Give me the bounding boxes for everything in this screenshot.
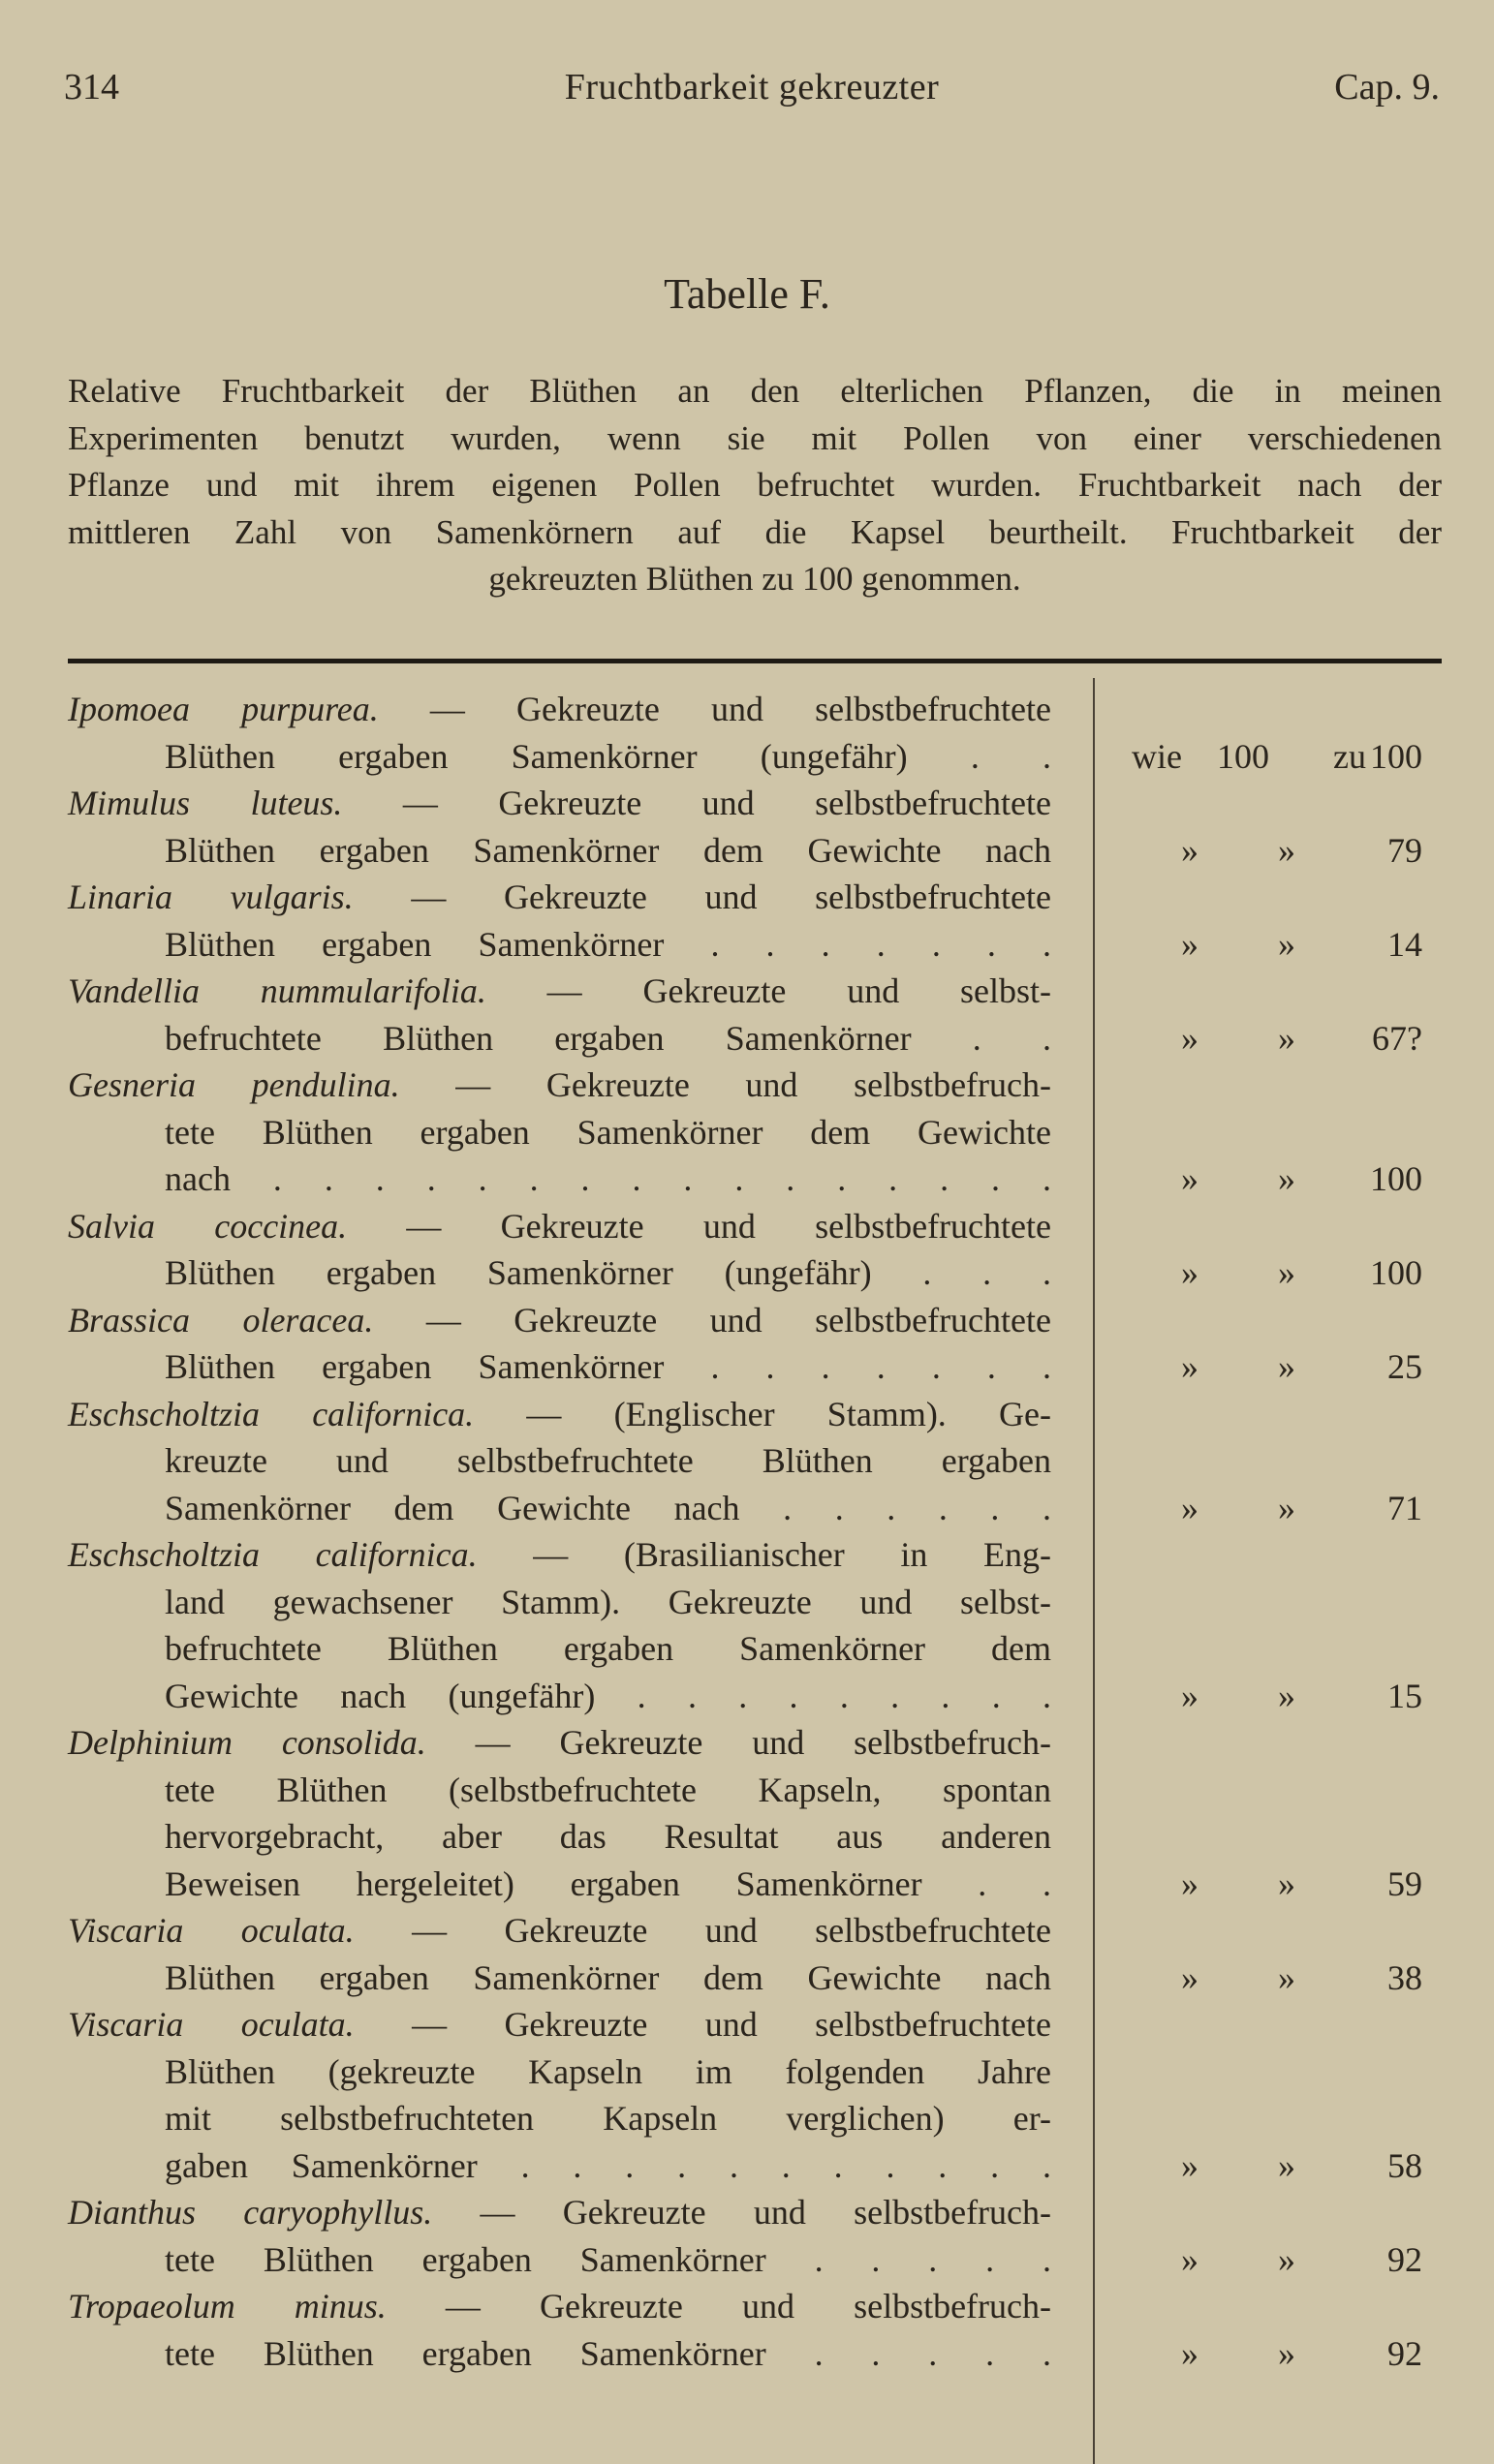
row-description: [68, 1203, 1051, 1297]
table-row: [68, 2001, 1442, 2189]
description-text: — Gekreuzte und selbstbefruchtete: [412, 2005, 1051, 2044]
chapter-label: Cap. 9.: [1334, 67, 1440, 108]
caption-line: Experimenten benutzt wurden, wenn sie mit Pollen von einer verschiedenen: [68, 418, 1442, 457]
description-line: Blüthen ergaben Samenkörner dem Gewichte nach: [165, 1957, 1051, 1997]
description-line: mit selbstbefruchteten Kapseln verglichen) er-: [165, 2099, 1051, 2138]
ratio-crossed-value: 100: [1217, 736, 1269, 776]
ratio-cell: [1132, 1485, 1442, 1532]
ratio-self-value: 92: [1387, 2333, 1422, 2373]
running-title: Fruchtbarkeit gekreuzter: [564, 67, 940, 108]
table-row: [68, 1531, 1442, 1719]
row-description: [68, 2283, 1051, 2377]
ratio-cell: [1132, 1155, 1442, 1203]
caption-line: Relative Fruchtbarkeit der Blüthen an den elterlichen Pflanzen, die in meinen: [68, 372, 1442, 410]
description-text: — Gekreuzte und selbstbefruchtete: [429, 690, 1051, 728]
description-line: Blüthen ergaben Samenkörner dem Gewichte nach: [165, 830, 1051, 870]
ratio-self-value: 67?: [1372, 1018, 1422, 1058]
ratio-cell: [1132, 1861, 1442, 1908]
table-row: [68, 1062, 1442, 1203]
ratio-cell: [1132, 1343, 1442, 1391]
caption-line: mittleren Zahl von Samenkörnern auf die Kapsel beurtheilt. Fruchtbarkeit der: [68, 512, 1442, 551]
species-name: Ipomoea purpurea.: [68, 690, 379, 728]
description-line: [68, 2189, 1051, 2236]
ratio-self-value: 100: [1370, 736, 1422, 776]
ratio-connector: »: [1278, 2239, 1295, 2279]
row-description: [68, 968, 1051, 1062]
ratio-connector: »: [1278, 1018, 1295, 1058]
table-body: [68, 686, 1442, 2377]
description-line: [68, 1907, 1051, 1955]
ratio-cell: [1132, 1249, 1442, 1297]
description-text: — Gekreuzte und selbstbefruchtete: [412, 1911, 1051, 1950]
ratio-cell: [1132, 733, 1442, 781]
table-top-rule: [68, 659, 1442, 663]
description-line: [68, 1531, 1051, 1579]
description-text: — Gekreuzte und selbst-: [546, 971, 1052, 1010]
description-line: Beweisen hergeleitet) ergaben Samenkörner . .: [165, 1863, 1051, 1903]
description-text: — (Brasilianischer in Eng-: [533, 1535, 1051, 1574]
page-header: [64, 66, 1440, 124]
description-line: befruchtete Blüthen ergaben Samenkörner dem: [165, 1629, 1051, 1668]
ratio-connector: »: [1278, 2145, 1295, 2185]
ratio-connector: »: [1278, 1488, 1295, 1527]
species-name: Dianthus caryophyllus.: [68, 2193, 433, 2232]
ratio-connector: »: [1278, 1957, 1295, 1997]
table-row: [68, 1297, 1442, 1391]
table-row: [68, 968, 1442, 1062]
caption-line: gekreuzten Blüthen zu 100 genommen.: [488, 560, 1021, 599]
description-line: tete Blüthen (selbstbefruchtete Kapseln, spontan: [165, 1770, 1051, 1809]
description-text: — Gekreuzte und selbstbefruchtete: [411, 878, 1051, 916]
ratio-connector: »: [1278, 1347, 1295, 1386]
description-line: Gewichte nach (ungefähr) . . . . . . . . .: [165, 1676, 1051, 1715]
table-row: [68, 1719, 1442, 1907]
ratio-prefix: »: [1181, 1488, 1198, 1527]
ratio-connector: »: [1278, 1863, 1295, 1903]
row-description: [68, 1719, 1051, 1907]
species-name: Viscaria oculata.: [68, 1911, 355, 1950]
description-text: — Gekreuzte und selbstbefruchtete: [425, 1300, 1051, 1340]
species-name: Brassica oleracea.: [68, 1300, 374, 1340]
ratio-self-value: 100: [1370, 1159, 1422, 1198]
ratio-cell: [1132, 1673, 1442, 1720]
ratio-prefix: wie: [1132, 736, 1182, 776]
species-name: Mimulus luteus.: [68, 784, 343, 822]
table-caption: [68, 368, 1442, 603]
description-line: [68, 1719, 1051, 1767]
table-row: [68, 780, 1442, 874]
ratio-prefix: »: [1181, 2333, 1198, 2373]
description-line: [68, 1062, 1051, 1109]
species-name: Tropaeolum minus.: [68, 2287, 387, 2325]
ratio-prefix: »: [1181, 830, 1198, 870]
ratio-self-value: 14: [1387, 924, 1422, 964]
species-name: Gesneria pendulina.: [68, 1065, 400, 1104]
description-text: — Gekreuzte und selbstbefruchtete: [406, 1206, 1051, 1246]
ratio-cell: [1132, 1015, 1442, 1063]
description-line: [68, 2001, 1051, 2048]
description-line: Samenkörner dem Gewichte nach . . . . . .: [165, 1488, 1051, 1527]
species-name: Eschscholtzia californica.: [68, 1535, 478, 1574]
ratio-cell: [1132, 2142, 1442, 2190]
species-name: Vandellia nummularifolia.: [68, 971, 486, 1010]
description-line: tete Blüthen ergaben Samenkörner . . . . .: [165, 2239, 1051, 2279]
table-row: [68, 1907, 1442, 2001]
description-line: nach . . . . . . . . . . . . . . . .: [165, 1159, 1051, 1198]
description-line: kreuzte und selbstbefruchtete Blüthen ergaben: [165, 1441, 1051, 1480]
description-line: Blüthen ergaben Samenkörner (ungefähr) . .: [165, 736, 1051, 776]
row-description: [68, 1062, 1051, 1203]
table-row: [68, 874, 1442, 968]
row-description: [68, 1297, 1051, 1391]
row-description: [68, 1531, 1051, 1719]
ratio-cell: [1132, 827, 1442, 875]
ratio-prefix: »: [1181, 924, 1198, 964]
ratio-cell: [1132, 921, 1442, 969]
row-description: [68, 2189, 1051, 2283]
row-description: [68, 686, 1051, 780]
table-row: [68, 1391, 1442, 1532]
description-line: land gewachsener Stamm). Gekreuzte und selbst-: [165, 1582, 1051, 1621]
description-line: hervorgebracht, aber das Resultat aus anderen: [165, 1817, 1051, 1856]
species-name: Viscaria oculata.: [68, 2005, 355, 2044]
description-line: [68, 1391, 1051, 1438]
species-name: Salvia coccinea.: [68, 1206, 348, 1246]
ratio-connector: »: [1278, 1676, 1295, 1715]
ratio-prefix: »: [1181, 1863, 1198, 1903]
ratio-cell: [1132, 1955, 1442, 2002]
description-line: Blüthen (gekreuzte Kapseln im folgenden Jahre: [165, 2051, 1051, 2091]
description-line: Blüthen ergaben Samenkörner . . . . . . .: [165, 1347, 1051, 1386]
ratio-prefix: »: [1181, 2239, 1198, 2279]
description-line: Blüthen ergaben Samenkörner . . . . . . .: [165, 924, 1051, 964]
table-row: [68, 2189, 1442, 2283]
ratio-prefix: »: [1181, 1957, 1198, 1997]
description-text: — Gekreuzte und selbstbefruch-: [445, 2287, 1051, 2325]
description-line: gaben Samenkörner . . . . . . . . . . .: [165, 2145, 1051, 2185]
description-line: [68, 686, 1051, 733]
table-row: [68, 2283, 1442, 2377]
description-line: [68, 874, 1051, 921]
ratio-prefix: »: [1181, 1676, 1198, 1715]
ratio-connector: zu: [1333, 736, 1366, 776]
species-name: Linaria vulgaris.: [68, 878, 354, 916]
description-line: [68, 968, 1051, 1015]
ratio-prefix: »: [1181, 1347, 1198, 1386]
description-text: — Gekreuzte und selbstbefruch-: [480, 2193, 1052, 2232]
description-line: [68, 1297, 1051, 1344]
ratio-prefix: »: [1181, 1018, 1198, 1058]
description-text: — Gekreuzte und selbstbefruch-: [475, 1723, 1051, 1762]
ratio-prefix: »: [1181, 1159, 1198, 1198]
ratio-connector: »: [1278, 830, 1295, 870]
description-line: befruchtete Blüthen ergaben Samenkörner . .: [165, 1018, 1051, 1058]
ratio-self-value: 71: [1387, 1488, 1422, 1527]
description-line: [68, 1203, 1051, 1250]
ratio-connector: »: [1278, 2333, 1295, 2373]
description-line: [68, 780, 1051, 827]
ratio-self-value: 100: [1370, 1253, 1422, 1292]
description-line: Blüthen ergaben Samenkörner (ungefähr) . . .: [165, 1253, 1051, 1292]
ratio-connector: »: [1278, 924, 1295, 964]
ratio-connector: »: [1278, 1159, 1295, 1198]
caption-line: Pflanze und mit ihrem eigenen Pollen befruchtet wurden. Fruchtbarkeit nach der: [68, 466, 1442, 505]
table-row: [68, 686, 1442, 780]
row-description: [68, 874, 1051, 968]
description-text: — Gekreuzte und selbstbefruch-: [455, 1065, 1051, 1104]
row-description: [68, 1391, 1051, 1532]
table-title: Tabelle F.: [664, 270, 830, 318]
description-text: — (Englischer Stamm). Ge-: [526, 1394, 1051, 1433]
ratio-self-value: 79: [1387, 830, 1422, 870]
ratio-cell: [1132, 2330, 1442, 2378]
species-name: Delphinium consolida.: [68, 1723, 426, 1762]
ratio-self-value: 58: [1387, 2145, 1422, 2185]
ratio-crossed-wrap: [1217, 733, 1269, 781]
ratio-prefix: »: [1181, 2145, 1198, 2185]
ratio-prefix: »: [1181, 1253, 1198, 1292]
description-line: tete Blüthen ergaben Samenkörner dem Gewichte: [165, 1112, 1051, 1152]
row-description: [68, 2001, 1051, 2189]
description-text: — Gekreuzte und selbstbefruchtete: [402, 784, 1051, 822]
description-line: tete Blüthen ergaben Samenkörner . . . . .: [165, 2333, 1051, 2373]
page-number: 314: [64, 67, 119, 108]
species-name: Eschscholtzia californica.: [68, 1394, 475, 1433]
table-row: [68, 1203, 1442, 1297]
ratio-self-value: 25: [1387, 1347, 1422, 1386]
row-description: [68, 780, 1051, 874]
ratio-connector: »: [1278, 1253, 1295, 1292]
row-description: [68, 1907, 1051, 2001]
ratio-self-value: 59: [1387, 1863, 1422, 1903]
ratio-self-value: 15: [1387, 1676, 1422, 1715]
ratio-self-value: 38: [1387, 1957, 1422, 1997]
ratio-cell: [1132, 2236, 1442, 2284]
description-line: [68, 2283, 1051, 2330]
ratio-self-value: 92: [1387, 2239, 1422, 2279]
